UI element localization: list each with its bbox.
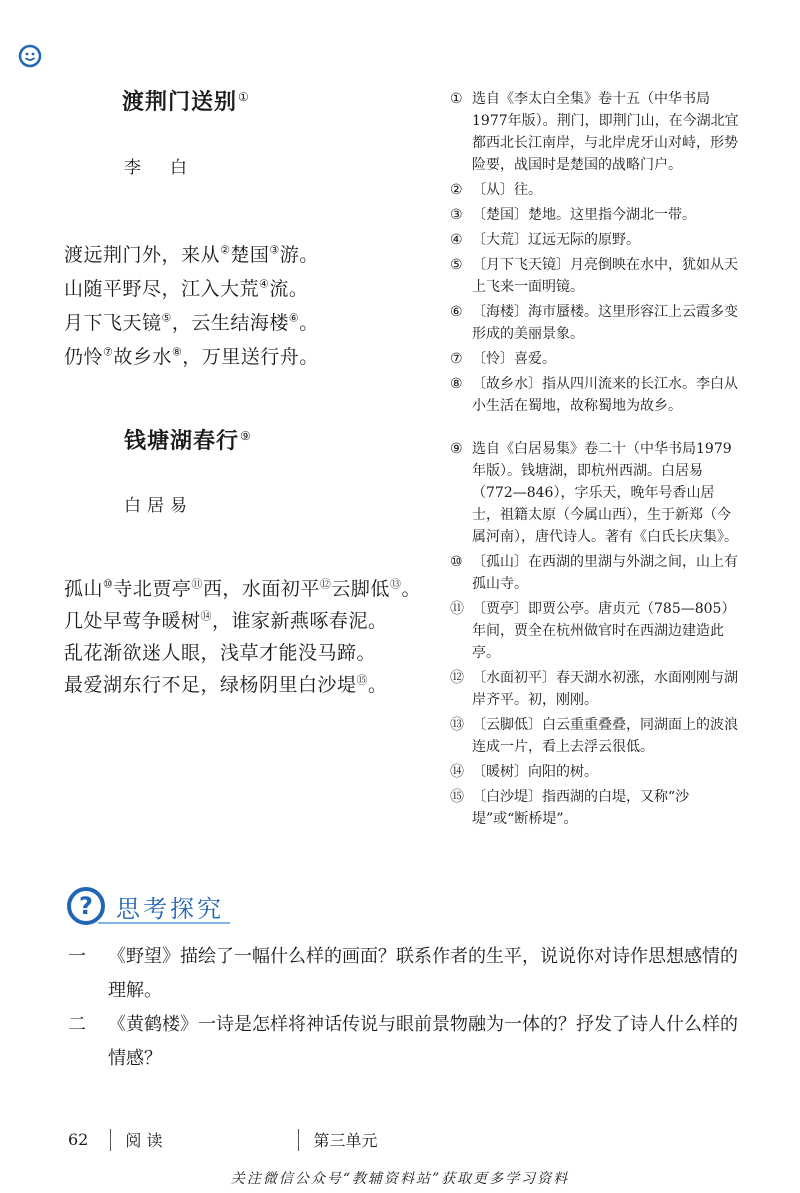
- note-marker: ⑥: [288, 311, 300, 325]
- footnote-number: ⑥: [450, 304, 463, 320]
- poem-text: 流。: [269, 278, 309, 300]
- footnote-number: ⑨: [450, 441, 463, 457]
- footnote-text: 〔海楼〕海市蜃楼。这里形容江上云霞多变形成的美丽景象。: [472, 304, 738, 342]
- footnote: [450, 786, 740, 830]
- poem2-title: [124, 424, 252, 455]
- footnote-text: 选自《李太白全集》卷十五（中华书局1977年版）。荆门，即荆门山，在今湖北宜都西北长江南岸，与北岸虎牙山对峙，形势险要，战国时是楚国的战略门户。: [472, 91, 739, 173]
- footnote: [450, 551, 740, 595]
- poem-text: 游。: [279, 244, 319, 266]
- poem1-line-4: [64, 342, 319, 369]
- footnote-text: 〔孤山〕在西湖的里湖与外湖之间，山上有孤山寺。: [472, 554, 738, 592]
- footnote-number: ④: [450, 232, 463, 248]
- page-footer: [68, 1128, 377, 1151]
- footer-unit: 第三单元: [313, 1131, 378, 1150]
- note-marker: ⑧: [171, 345, 183, 359]
- poem2-line-3: [64, 638, 376, 665]
- footnote-text: 〔大荒〕辽远无际的原野。: [472, 232, 640, 248]
- footnote: [450, 761, 740, 783]
- poem-text: 几处早莺争暖树: [64, 610, 201, 632]
- footnote-number: ⑬: [450, 717, 464, 733]
- poem-text: 。: [368, 674, 388, 696]
- note-marker: ⑬: [389, 577, 402, 591]
- think-header: [66, 886, 224, 926]
- notes-poem2: [450, 438, 740, 833]
- footnote-text: 〔贾亭〕即贾公亭。唐贞元（785—805）年间，贾全在杭州做官时在西湖边建造此亭。: [472, 601, 736, 661]
- footnote-number: ⑫: [450, 670, 464, 686]
- poem1-title: [122, 85, 250, 116]
- footnote-number: ②: [450, 182, 463, 198]
- poem-text: ，云生结海楼: [171, 312, 289, 334]
- poem-text: 仍怜: [64, 346, 104, 368]
- note-marker: ③: [269, 243, 280, 257]
- footnote: [450, 179, 740, 201]
- footnote: [450, 598, 740, 664]
- poem1-line-1: [64, 240, 319, 267]
- footnote-number: ⑪: [450, 601, 464, 617]
- footnote: [450, 301, 740, 345]
- page-number: 62: [68, 1130, 89, 1149]
- footer-section: 阅 读: [125, 1131, 163, 1150]
- question-icon-glyph: ?: [79, 892, 93, 920]
- poem2-title-note: ⑨: [240, 428, 252, 443]
- footer-divider: [298, 1129, 299, 1151]
- footnote: [450, 88, 740, 176]
- poem-text: ，万里送行舟。: [182, 346, 319, 368]
- footnote: [450, 373, 740, 417]
- footnote-number: ⑦: [450, 351, 463, 367]
- poem2-line-1: [64, 574, 421, 601]
- footnote-number: ⑭: [450, 764, 464, 780]
- poem-text: 乱花渐欲迷人眼，浅草才能没马蹄。: [64, 642, 377, 664]
- footnote-text: 〔故乡水〕指从四川流来的长江水。李白从小生活在蜀地，故称蜀地为故乡。: [472, 376, 738, 414]
- footnote-text: 〔从〕往。: [472, 182, 542, 198]
- footnote-text: 〔云脚低〕白云重重叠叠，同湖面上的波浪连成一片，看上去浮云很低。: [472, 717, 738, 755]
- question-icon: [66, 886, 106, 926]
- smiley-icon: [18, 44, 42, 68]
- footer-divider: [110, 1129, 111, 1151]
- footnote-text: 〔楚国〕楚地。这里指今湖北一带。: [472, 207, 696, 223]
- question-2: [68, 1008, 738, 1076]
- poem2-line-4: [64, 670, 388, 697]
- footnote-number: ⑮: [450, 789, 464, 805]
- note-marker: ⑪: [191, 577, 203, 591]
- note-marker: ②: [220, 243, 231, 257]
- note-marker: ⑮: [356, 673, 369, 687]
- footnote-text: 〔暖树〕向阳的树。: [472, 764, 598, 780]
- poem-text: 渡远荆门外，来从: [64, 244, 221, 266]
- question-1-text: 《野望》描绘了一幅什么样的画面？联系作者的生平，说说你对诗作思想感情的理解。: [108, 946, 738, 1001]
- poem-text: 。: [401, 578, 421, 600]
- note-marker: ⑦: [103, 345, 114, 359]
- poem2-title-text: 钱塘湖春行: [124, 428, 240, 454]
- footnote-text: 〔月下飞天镜〕月亮倒映在水中，犹如从天上飞来一面明镜。: [472, 257, 738, 295]
- poem2-line-2: [64, 606, 388, 633]
- poem-text: ，谁家新燕啄春泥。: [212, 610, 388, 632]
- footnote-number: ⑤: [450, 257, 463, 273]
- footnote: [450, 438, 740, 548]
- footnote-text: 〔白沙堤〕指西湖的白堤，又称“沙堤”或“断桥堤”。: [472, 789, 690, 827]
- poem1-title-note: ①: [238, 89, 250, 104]
- note-marker: ④: [259, 277, 270, 291]
- poem2-author: 白居易: [124, 496, 193, 516]
- poem-text: 楚国: [230, 244, 270, 266]
- poem-text: 西，水面初平: [202, 578, 320, 600]
- poem-text: 孤山: [64, 578, 104, 600]
- note-marker: ⑤: [161, 311, 172, 325]
- watermark-text: 关注微信公众号“教辅资料站”获取更多学习资料: [230, 1171, 570, 1187]
- footnote: [450, 714, 740, 758]
- footnote: [450, 667, 740, 711]
- question-2-text: 《黄鹤楼》一诗是怎样将神话传说与眼前景物融为一体的？抒发了诗人什么样的情感？: [108, 1014, 738, 1069]
- footnote: [450, 348, 740, 370]
- footnote-text: 〔怜〕喜爱。: [472, 351, 556, 367]
- notes-poem1: [450, 88, 740, 420]
- poem-text: 云脚低: [331, 578, 390, 600]
- note-marker: ⑫: [319, 577, 332, 591]
- footnote: [450, 254, 740, 298]
- footnote-number: ⑩: [450, 554, 463, 570]
- footnote-text: 〔水面初平〕春天湖水初涨，水面刚刚与湖岸齐平。初，刚刚。: [472, 670, 738, 708]
- footnote-number: ①: [450, 91, 463, 107]
- question-1: [68, 940, 738, 1008]
- poem-text: 月下飞天镜: [64, 312, 162, 334]
- note-marker: ⑩: [103, 577, 114, 591]
- poem1-author: 李 白: [124, 158, 193, 178]
- poem1-title-text: 渡荆门送别: [122, 89, 238, 115]
- question-2-number: 二: [68, 1014, 86, 1035]
- footnote-number: ⑧: [450, 376, 463, 392]
- poem-text: 故乡水: [113, 346, 172, 368]
- poem-text: 。: [299, 312, 319, 334]
- poem1-line-3: [64, 308, 319, 335]
- note-marker: ⑭: [200, 609, 213, 623]
- footnote-number: ③: [450, 207, 463, 223]
- poem-text: 寺北贾亭: [113, 578, 192, 600]
- footnote: [450, 229, 740, 251]
- think-underline: [98, 922, 230, 924]
- poem-text: 最爱湖东行不足，绿杨阴里白沙堤: [64, 674, 357, 696]
- think-title: 思考探究: [116, 894, 224, 923]
- poem1-line-2: [64, 274, 308, 301]
- question-1-number: 一: [68, 946, 86, 967]
- footnote: [450, 204, 740, 226]
- footnote-text: 选自《白居易集》卷二十（中华书局1979年版）。钱塘湖，即杭州西湖。白居易（772—846），字乐天，晚年号香山居士，祖籍太原（今属山西），生于新郑（今属河南），唐代诗人。著有《白氏长庆集》。: [472, 441, 738, 545]
- poem-text: 山随平野尽，江入大荒: [64, 278, 260, 300]
